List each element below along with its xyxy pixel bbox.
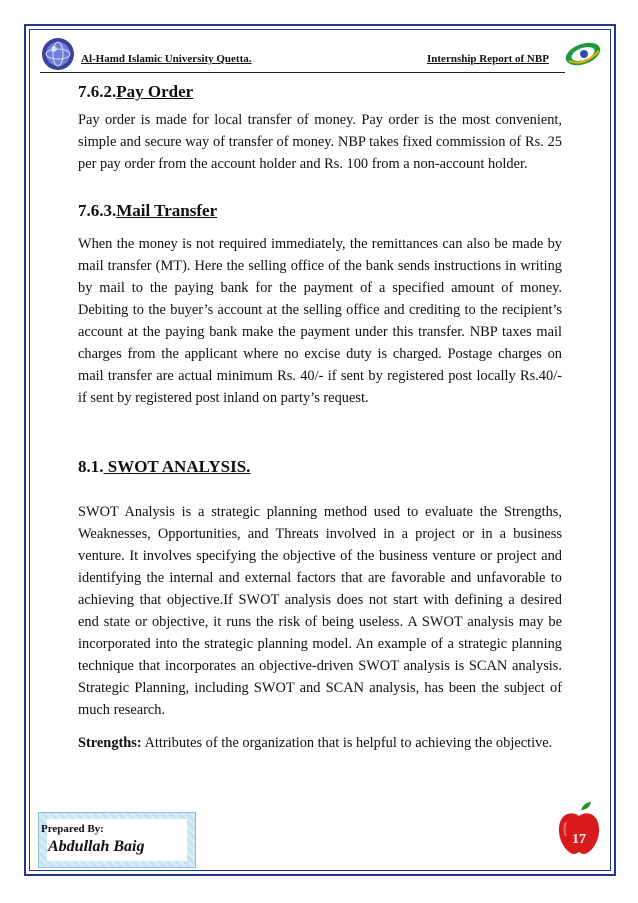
- paragraph-swot: SWOT Analysis is a strategic planning method used to evaluate the Strengths, Weaknesses, Opportunities, and Threats involved in a project or in a business venture. It involves specifying the objective of the business venture or project and identifying the internal and external factors that are favorable and unfavorable to achieving that objective.If SWOT analysis does not start with defining a desired end state or objective, it runs the risk of being useless. A SWOT analysis may be incorporated into the strategic planning model. An example of a strategic planning technique that incorporates an objective-driven SWOT analysis is SCAN analysis. Strategic Planning, including SWOT and SCAN analysis, has been the subject of much research.: [78, 504, 562, 718]
- header-divider: [40, 72, 565, 73]
- section-heading-swot: [78, 457, 250, 477]
- section-title: Mail Transfer: [116, 201, 218, 220]
- nbp-logo-icon: [563, 37, 603, 71]
- section-number: 8.1.: [78, 457, 104, 476]
- globe-emblem-icon: [41, 37, 75, 71]
- strengths-label: Strengths:: [78, 735, 142, 751]
- section-heading-mail-transfer: [78, 201, 217, 221]
- section-title: Pay Order: [116, 82, 194, 101]
- section-title: SWOT ANALYSIS.: [103, 457, 251, 476]
- page-header: [33, 33, 608, 75]
- header-report-title: Internship Report of NBP: [427, 53, 549, 65]
- author-name: Abdullah Baig: [48, 838, 145, 855]
- section-number: 7.6.3.: [78, 201, 117, 220]
- prepared-by-label: Prepared By:: [41, 823, 104, 835]
- section-heading-pay-order: [78, 82, 193, 102]
- strengths-text: Attributes of the organization that is helpful to achieving the objective.: [141, 735, 553, 751]
- paragraph-strengths: [78, 732, 562, 754]
- section-number: 7.6.2.: [78, 82, 117, 101]
- paragraph-pay-order: Pay order is made for local transfer of money. Pay order is the most convenient, simple and secure way of transfer of money. NBP takes fixed commission of Rs. 25 per pay order from the account holder and Rs. 100 from a non-account holder.: [78, 112, 562, 172]
- page-number: 17: [572, 832, 586, 847]
- paragraph-mail-transfer: When the money is not required immediately, the remittances can also be made by mail transfer (MT). Here the selling office of the bank sends instructions in writing by mail to the paying bank for the payment of a specified amount of money. Debiting to the buyer’s account at the selling office and crediting to the recipient’s account at the paying bank make the payment under this transfer. NBP taxes mail charges from the applicant where no excise duty is charged. Postage charges on mail transfer are actual minimum Rs. 40/- if sent by registered post locally Rs.40/- if sent by registered post inland on party’s request.: [78, 236, 562, 406]
- header-university: Al-Hamd Islamic University Quetta.: [81, 53, 252, 65]
